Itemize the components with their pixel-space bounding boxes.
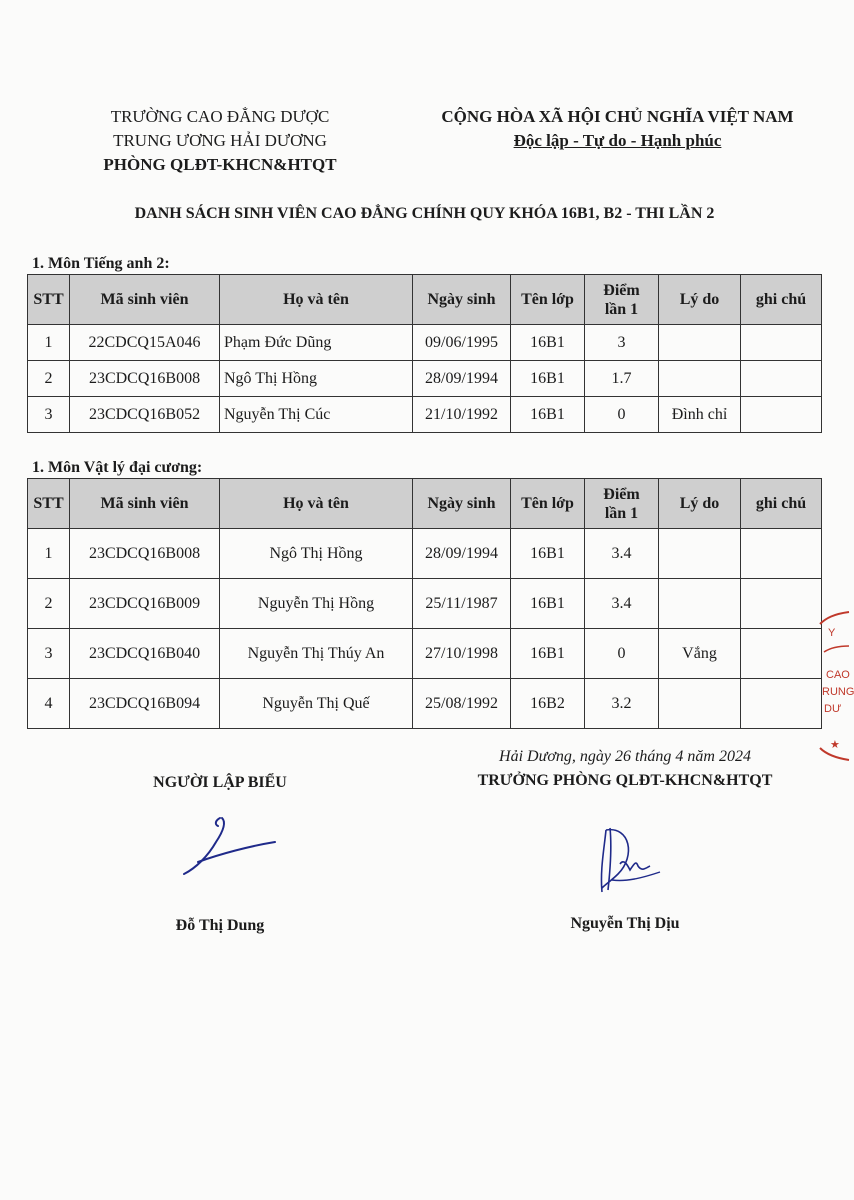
cell-name: Nguyễn Thị Quế — [220, 679, 413, 729]
preparer-signature — [170, 812, 280, 882]
cell-score: 3.2 — [585, 679, 659, 729]
head-of-department-name: Nguyễn Thị Dịu — [570, 915, 680, 932]
section2-table — [27, 478, 822, 729]
cell-dob: 21/10/1992 — [413, 397, 511, 433]
cell-id: 23CDCQ16B008 — [70, 361, 220, 397]
section1-table — [27, 274, 822, 433]
cell-name: Nguyễn Thị Thúy An — [220, 629, 413, 679]
cell-class: 16B1 — [511, 629, 585, 679]
cell-dob: 27/10/1998 — [413, 629, 511, 679]
cell-score: 0 — [585, 629, 659, 679]
cell-score: 1.7 — [585, 361, 659, 397]
column-header-name: Họ và tên — [220, 479, 413, 529]
cell-id: 23CDCQ16B008 — [70, 529, 220, 579]
cell-stt: 2 — [28, 361, 70, 397]
column-header-id: Mã sinh viên — [70, 479, 220, 529]
institution-name-line1: TRƯỜNG CAO ĐẲNG DƯỢC — [110, 107, 330, 126]
table-row — [28, 361, 822, 397]
head-of-department-signature — [590, 820, 670, 900]
cell-name: Nguyễn Thị Hồng — [220, 579, 413, 629]
national-title: CỘNG HÒA XÃ HỘI CHỦ NGHĨA VIỆT NAM — [441, 107, 794, 126]
stamp-text-line4: DƯ — [824, 703, 842, 715]
cell-stt: 2 — [28, 579, 70, 629]
cell-note — [741, 679, 822, 729]
cell-dob: 25/08/1992 — [413, 679, 511, 729]
stamp-text-line1: Y — [828, 627, 836, 639]
cell-dob: 09/06/1995 — [413, 325, 511, 361]
table-header-row — [28, 479, 822, 529]
cell-id: 23CDCQ16B040 — [70, 629, 220, 679]
column-header-score-line1: Điểm — [603, 281, 640, 299]
cell-id: 23CDCQ16B094 — [70, 679, 220, 729]
cell-reason: Vắng — [659, 629, 741, 679]
cell-stt: 3 — [28, 397, 70, 433]
preparer-title: NGƯỜI LẬP BIỂU — [153, 774, 287, 791]
cell-class: 16B1 — [511, 529, 585, 579]
cell-score: 3.4 — [585, 529, 659, 579]
column-header-class: Tên lớp — [511, 479, 585, 529]
cell-class: 16B1 — [511, 361, 585, 397]
section1-heading: 1. Môn Tiếng anh 2: — [32, 255, 170, 272]
cell-name: Nguyễn Thị Cúc — [220, 397, 413, 433]
cell-class: 16B1 — [511, 579, 585, 629]
cell-stt: 1 — [28, 325, 70, 361]
column-header-score-line2: lần 1 — [604, 504, 639, 522]
table-row — [28, 397, 822, 433]
head-of-department-title: TRƯỞNG PHÒNG QLĐT-KHCN&HTQT — [477, 772, 773, 789]
preparer-name: Đỗ Thị Dung — [175, 917, 265, 934]
column-header-name: Họ và tên — [220, 275, 413, 325]
department-name: PHÒNG QLĐT-KHCN&HTQT — [103, 155, 337, 174]
cell-stt: 4 — [28, 679, 70, 729]
national-motto: Độc lập - Tự do - Hạnh phúc — [513, 131, 722, 150]
column-header-dob: Ngày sinh — [413, 479, 511, 529]
cell-note — [741, 579, 822, 629]
cell-note — [741, 397, 822, 433]
column-header-score-line1: Điểm — [603, 485, 640, 503]
cell-class: 16B1 — [511, 397, 585, 433]
document-title: DANH SÁCH SINH VIÊN CAO ĐẲNG CHÍNH QUY KHÓA 16B1, B2 - THI LẦN 2 — [134, 205, 715, 222]
stamp-star-icon: ★ — [830, 739, 840, 751]
cell-id: 23CDCQ16B009 — [70, 579, 220, 629]
cell-score: 3 — [585, 325, 659, 361]
institution-name-line2: TRUNG ƯƠNG HẢI DƯƠNG — [113, 131, 327, 150]
column-header-id: Mã sinh viên — [70, 275, 220, 325]
cell-class: 16B1 — [511, 325, 585, 361]
cell-reason — [659, 579, 741, 629]
cell-note — [741, 529, 822, 579]
cell-stt: 1 — [28, 529, 70, 579]
cell-dob: 25/11/1987 — [413, 579, 511, 629]
column-header-note: ghi chú — [741, 479, 822, 529]
institution-header — [60, 105, 380, 177]
column-header-reason: Lý do — [659, 275, 741, 325]
column-header-note: ghi chú — [741, 275, 822, 325]
cell-reason: Đình chỉ — [659, 397, 741, 433]
column-header-stt: STT — [28, 479, 70, 529]
column-header-score — [585, 275, 659, 325]
column-header-stt: STT — [28, 275, 70, 325]
column-header-score — [585, 479, 659, 529]
cell-class: 16B2 — [511, 679, 585, 729]
cell-reason — [659, 679, 741, 729]
section1-table-body — [28, 325, 822, 433]
national-header — [405, 105, 830, 153]
cell-score: 0 — [585, 397, 659, 433]
cell-reason — [659, 529, 741, 579]
section2-table-body — [28, 529, 822, 729]
table-header-row — [28, 275, 822, 325]
signing-date: Hải Dương, ngày 26 tháng 4 năm 2024 — [499, 748, 751, 765]
cell-id: 23CDCQ16B052 — [70, 397, 220, 433]
column-header-score-line2: lần 1 — [604, 300, 639, 318]
cell-note — [741, 325, 822, 361]
cell-name: Ngô Thị Hồng — [220, 529, 413, 579]
cell-score: 3.4 — [585, 579, 659, 629]
column-header-reason: Lý do — [659, 479, 741, 529]
table-row — [28, 325, 822, 361]
table-row — [28, 529, 822, 579]
cell-note — [741, 629, 822, 679]
cell-name: Ngô Thị Hồng — [220, 361, 413, 397]
cell-dob: 28/09/1994 — [413, 529, 511, 579]
cell-reason — [659, 325, 741, 361]
table-row — [28, 629, 822, 679]
cell-dob: 28/09/1994 — [413, 361, 511, 397]
table-row — [28, 679, 822, 729]
cell-reason — [659, 361, 741, 397]
stamp-text-line2: CAO — [826, 669, 850, 681]
cell-id: 22CDCQ15A046 — [70, 325, 220, 361]
official-stamp-fragment — [812, 610, 854, 770]
stamp-text-line3: RUNG — [822, 686, 854, 698]
cell-stt: 3 — [28, 629, 70, 679]
column-header-dob: Ngày sinh — [413, 275, 511, 325]
column-header-class: Tên lớp — [511, 275, 585, 325]
cell-note — [741, 361, 822, 397]
section2-heading: 1. Môn Vật lý đại cương: — [32, 459, 203, 476]
table-row — [28, 579, 822, 629]
cell-name: Phạm Đức Dũng — [220, 325, 413, 361]
